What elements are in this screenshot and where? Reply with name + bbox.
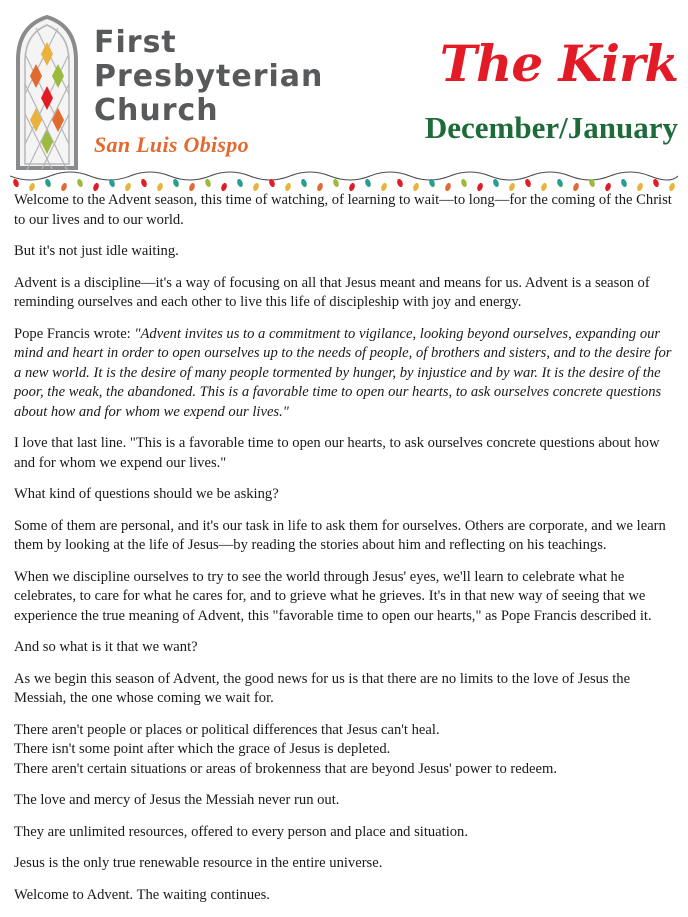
paragraph: Jesus is the only true renewable resource in the entire universe. bbox=[14, 855, 383, 871]
line: There aren't certain situations or areas of brokenness that are beyond Jesus' power to redeem. bbox=[14, 760, 557, 777]
pope-quote: "Advent invites us to a commitment to vigilance, looking beyond ourselves, expanding our mind and heart in order to open ourselves up to the needs of people, of brothers and sisters, and to the desire for a new world. It is the desire of many people tormented by hunger, by injustice and by war. It is the desire of the poor, the weak, the abandoned. This is a favorable time to open our hearts, to ask ourselves concrete questions about how and for whom we expend our lives." bbox=[14, 325, 672, 420]
church-name-line-2: Presbyterian bbox=[94, 59, 324, 94]
church-name-line-1: First bbox=[94, 25, 177, 60]
paragraph: I love that last line. "This is a favorable time to open our hearts, to ask ourselves concrete questions about how and for whom we expend our lives." bbox=[14, 435, 660, 471]
light-bulb bbox=[44, 178, 52, 188]
church-name bbox=[94, 26, 323, 128]
paragraph: What kind of questions should we be asking? bbox=[14, 486, 279, 502]
church-city: San Luis Obispo bbox=[94, 132, 249, 157]
newsletter-title: The Kirk bbox=[439, 34, 678, 93]
article-body bbox=[14, 191, 676, 917]
line: There aren't people or places or political differences that Jesus can't heal. bbox=[14, 721, 440, 738]
paragraph: They are unlimited resources, offered to every person and place and situation. bbox=[14, 823, 468, 840]
issue-date: December/January bbox=[424, 110, 678, 145]
paragraph: When we discipline ourselves to try to see the world through Jesus' eyes, we'll learn to celebrate what he celebrates, to care for what he cares for, and to grieve what he grieves. It's in that new way of seeing that we experience the true meaning of Advent, this "favorable time to open our hearts," as Pope Francis described it. bbox=[14, 568, 652, 624]
light-bulb bbox=[172, 178, 180, 188]
paragraph: But it's not just idle waiting. bbox=[14, 243, 179, 259]
light-bulb bbox=[300, 178, 308, 188]
light-bulb bbox=[236, 178, 244, 188]
light-bulb bbox=[364, 178, 372, 188]
paragraph: Advent is a discipline—it's a way of focusing on all that Jesus meant and means for us. Advent is a season of reminding ourselves and each other to live this life of discipleship with joy and energy. bbox=[14, 274, 650, 310]
light-bulb bbox=[332, 178, 340, 188]
light-bulb bbox=[524, 178, 532, 188]
paragraph: Welcome to Advent. The waiting continues. bbox=[14, 886, 270, 903]
light-bulb bbox=[204, 178, 212, 188]
paragraph: Welcome to the Advent season, this time of watching, of learning to wait—to long—for the coming of the Christ to our lives and to our world. bbox=[14, 192, 672, 228]
paragraph: Some of them are personal, and it's our task in life to ask them for ourselves. Others are corporate, and we learn them by looking at the life of Jesus—by reading the stories about him and reflecting on his teachings. bbox=[14, 517, 666, 553]
paragraph-lines bbox=[14, 721, 676, 780]
paragraph: The love and mercy of Jesus the Messiah never run out. bbox=[14, 792, 340, 808]
newsletter-header bbox=[0, 0, 688, 175]
stained-glass-window-icon bbox=[12, 14, 82, 170]
light-bulb bbox=[492, 178, 500, 188]
paragraph: And so what is it that we want? bbox=[14, 639, 198, 655]
light-bulb bbox=[140, 178, 148, 188]
light-bulb bbox=[76, 178, 84, 188]
light-bulb bbox=[620, 178, 628, 188]
light-bulb bbox=[556, 178, 564, 188]
church-name-line-3: Church bbox=[94, 93, 219, 128]
light-bulb bbox=[396, 178, 404, 188]
line: There isn't some point after which the grace of Jesus is depleted. bbox=[14, 741, 391, 757]
light-bulb bbox=[12, 178, 20, 188]
light-bulb bbox=[460, 178, 468, 188]
light-bulb bbox=[652, 178, 660, 188]
quote-lead: Pope Francis wrote: bbox=[14, 325, 135, 342]
paragraph: As we begin this season of Advent, the good news for us is that there are no limits to the love of Jesus the Messiah, the one whose coming we wait for. bbox=[14, 670, 631, 706]
pope-quote-paragraph bbox=[14, 325, 676, 423]
